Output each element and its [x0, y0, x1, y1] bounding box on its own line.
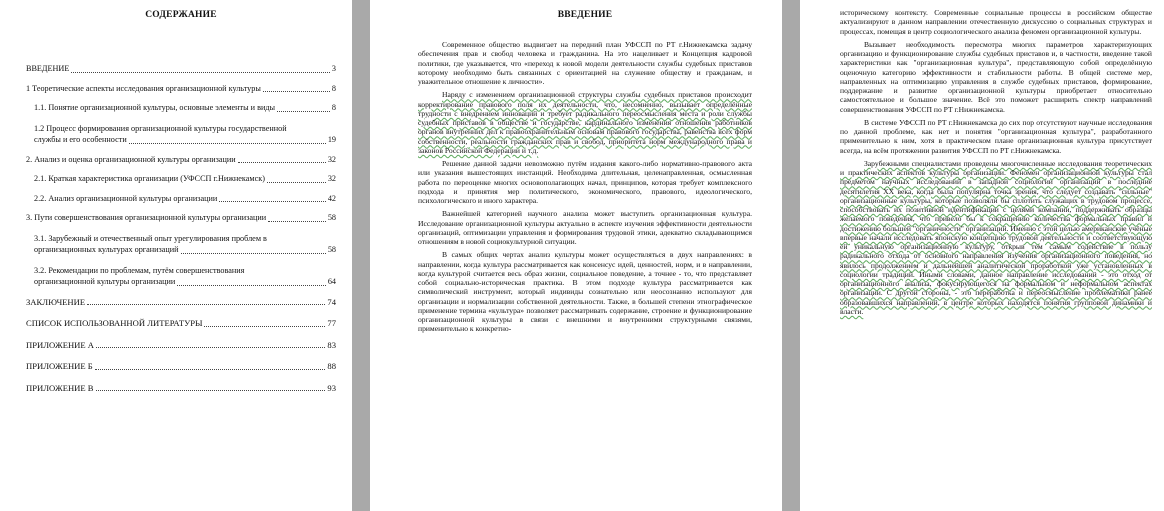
toc-entry[interactable] [26, 103, 336, 114]
toc-entry-label: 1.1. Понятие организационной культуры, основные элементы и виды [34, 103, 276, 112]
intro-paragraph-highlighted: Наряду с изменением организационной структуры службы судебных приставов происходит корректирование правового поля их деятельности, что, несомненно, вызывает определённые трудности с внедрением инноваций и требует радикального переосмысления места и роли службы судебных приставов в обществе и государстве, кардинального изменения отношения работников органов внутренних дел к правоохранительным основам правового государства, равенства всех форм собственности, реальности гражданских прав и свобод, приоритета норм международного права и законов Российской Федерации и т.д. [418, 90, 752, 155]
toc-entry[interactable] [26, 297, 336, 308]
toc-entry[interactable] [26, 155, 336, 166]
toc-entry[interactable] [26, 123, 336, 146]
toc-entry[interactable] [26, 383, 336, 394]
toc-entry-page: 3 [331, 64, 336, 73]
toc-entry[interactable] [26, 84, 336, 95]
toc-entry-page: 83 [327, 339, 336, 350]
intro-paragraph: Решение данной задачи невозможно путём издания какого-либо нормативно-правового акта или указания вышестоящих инстанций. Необходима длительная, целенаправленная, осмысленная работа по переоценке многих основополагающих начал, принципов, которая требует комплексного подхода и принятия мер политического, экономического, правового, идеологического, психологического и иного характера. [418, 159, 752, 205]
cont-paragraph-highlighted: Зарубежными специалистами проведены многочисленные исследования теоретических и практических аспектов культуры организации. Феномен организационной культуры стал предметом научных исследований в западной социологии организаций в последние десятилетия XX века, когда была популярна точка зрения, что следует создавать "сильные" организационные культуры, которые позволяли бы сплотить служащих в трудовом процессе, способствовать их позитивной идентификации с целями компании, поддерживать образцы желаемого поведения, что привело бы к сокращению количества формальных правил и достижению большей "органичности" организаций. Именно с этой целью американские учёные впервые начали исследовать японскую концепцию трудовой деятельности и соответствующую ей уникальную организационную культуру, открыв тем самым содействие в пользу радикального отхода от основного направления изучения организационного поведения, но явилось продолжением и дальнейшей аналитической проработкой уже установленных в социологии традиций. Иными словами, данное направление исследований - это отход от организационного анализа, фокусирующегося на формальном и неформальном аспектах организации. С другой стороны, - это переработка и переосмысление проблематики ранее образовавшихся направлений, в центре которых находятся понятия групповой динамики и власти. [840, 158, 1152, 316]
toc-title: СОДЕРЖАНИЕ [145, 10, 217, 20]
toc-entry-label-top: 3.1. Зарубежный и отечественный опыт урегулирования проблем в [34, 233, 267, 243]
toc-entry-label: службы и его особенности [34, 135, 127, 144]
toc-entry-label: СПИСОК ИСПОЛЬЗОВАННОЙ ЛИТЕРАТУРЫ [26, 318, 203, 328]
toc-entry-page: 64 [327, 277, 336, 286]
toc-entry-label-top: 3.2. Рекомендации по проблемам, путём совершенствования [34, 265, 245, 275]
toc-entry-page: 19 [327, 135, 336, 144]
toc-entry-label: 2.1. Краткая характеристика организации (УФССП г.Нижнекамск) [34, 174, 265, 183]
toc-entry[interactable] [26, 213, 336, 224]
toc-entry-label: ПРИЛОЖЕНИЕ В [26, 382, 94, 393]
cont-paragraph: историческому контексту. Современные социальные процессы в российском обществе актуализируют в данном направлении отечественную дискуссию о социальных структурах и процессах, помещая в центр социологического анализа феномен организационной культуры. [840, 8, 1152, 36]
toc-entry[interactable] [26, 361, 336, 372]
cont-paragraph: В системе УФССП по РТ г.Нижнекамска до сих пор отсутствуют научные исследования по данной проблеме, как нет и понятия "организационная культура", разработанного применительно к ним, хотя в практическом плане организационная культура присутствует всегда, на всём протяжении развития УФССП по РТ г.Нижнекамска. [840, 117, 1152, 155]
toc-entry[interactable] [26, 318, 336, 329]
continuation-page [800, 0, 1164, 511]
toc-entry-label-top: 1.2 Процесс формирования организационной культуры государственной [34, 123, 287, 133]
toc-entry-page: 74 [327, 296, 336, 307]
toc-entry[interactable] [26, 265, 336, 288]
cont-paragraph: Вызывает необходимость пересмотра многих параметров характеризующих организацию и функционирование службы судебных приставов и, в частности, введение такой характеристики как "организационная культура", представляющую собой определённую оценочную категорию эффективности и стабильности работы. В общей системе мер, направленных на оптимизацию управления в службе судебных приставов, формирование, поддержание и развитие организационной культуры приобретает относительно самостоятельное и большое значение. Всё это поможет расширить спектр направлений совершенствования УФССП по РТ г.Нижнекамска. [840, 39, 1152, 114]
toc-entry-page: 32 [327, 174, 336, 183]
toc-entry-page: 88 [327, 361, 336, 371]
intro-paragraph: В самых общих чертах анализ культуры может осуществляться в двух направлениях: в направлении, когда культура рассматривается как консенсус идей, ценностей, норм, и в направлении, когда культурой считается весь образ жизни, социальное поведение, а точнее - то, что представляет собой социально-историческая практика. В этом подходе культура рассматривается как символический инструмент, который индивиды сознательно или неосознанно используют для организации и нормализации собственной деятельности. Также, в большей степени этнографическое применение термина «культура» позволяет рассматривать содержание, строение и функционирование организационной культуры в связи с внешними и внутренними структурными связями, применительно к конкретно- [418, 250, 752, 334]
intro-paragraph: Современное общество выдвигает на передний план УФССП по РТ г.Нижнекамска задачу обеспечения прав и свобод человека и гражданина. На это нацеливает и Концепция кадровой политики, где указывается, что «переход к новой модели деятельности службы судебных приставов которому необходимо быть связанных с ориентацией на служение обществу и гражданам, и уважительное отношение к личности». [418, 40, 752, 86]
intro-page [370, 0, 782, 511]
toc-entry-label: 1 Теоретические аспекты исследования организационной культуры [26, 83, 261, 93]
toc-entry-page: 58 [327, 245, 336, 254]
toc-entry[interactable] [26, 174, 336, 185]
toc-entry-label: ЗАКЛЮЧЕНИЕ [26, 296, 86, 307]
toc-entry[interactable] [26, 340, 336, 351]
toc-entry-page: 8 [331, 103, 336, 112]
toc-entry-label: организационной культуры организации [34, 277, 176, 286]
toc-entry-page: 8 [331, 83, 336, 93]
toc-entry[interactable] [26, 64, 336, 75]
toc-entry-label: организационных культурах организаций [34, 245, 179, 254]
toc-entry-label: ВВЕДЕНИЕ [26, 64, 70, 73]
toc-entry-label: ПРИЛОЖЕНИЕ А [26, 339, 94, 350]
toc-entry-page: 32 [327, 154, 336, 164]
toc-entry-label: ПРИЛОЖЕНИЕ Б [26, 361, 93, 371]
toc-entry-label: 3. Пути совершенствования организационной культуры организации [26, 213, 267, 222]
toc-entry-page: 58 [327, 213, 336, 222]
toc-entry[interactable] [26, 194, 336, 205]
toc-entry-label: 2.2. Анализ организационной культуры организации [34, 193, 218, 203]
toc-entry-page: 93 [327, 382, 336, 393]
intro-paragraph: Важнейшей категорией научного анализа может выступить организационная культура. Исследование организационной культуры актуально в аспекте изучения эффективности деятельности организаций, оптимизации управления и формирования трудовой этики, адекватно складывающимся отношениям в новой социокультурной ситуации. [418, 209, 752, 246]
toc-entry[interactable] [26, 233, 336, 256]
toc-entry-page: 42 [327, 193, 336, 203]
toc-entry-page: 77 [327, 318, 336, 328]
intro-title: ВВЕДЕНИЕ [557, 10, 613, 20]
toc-entry-label: 2. Анализ и оценка организационной культуры организации [26, 154, 236, 164]
toc-page [0, 0, 352, 511]
